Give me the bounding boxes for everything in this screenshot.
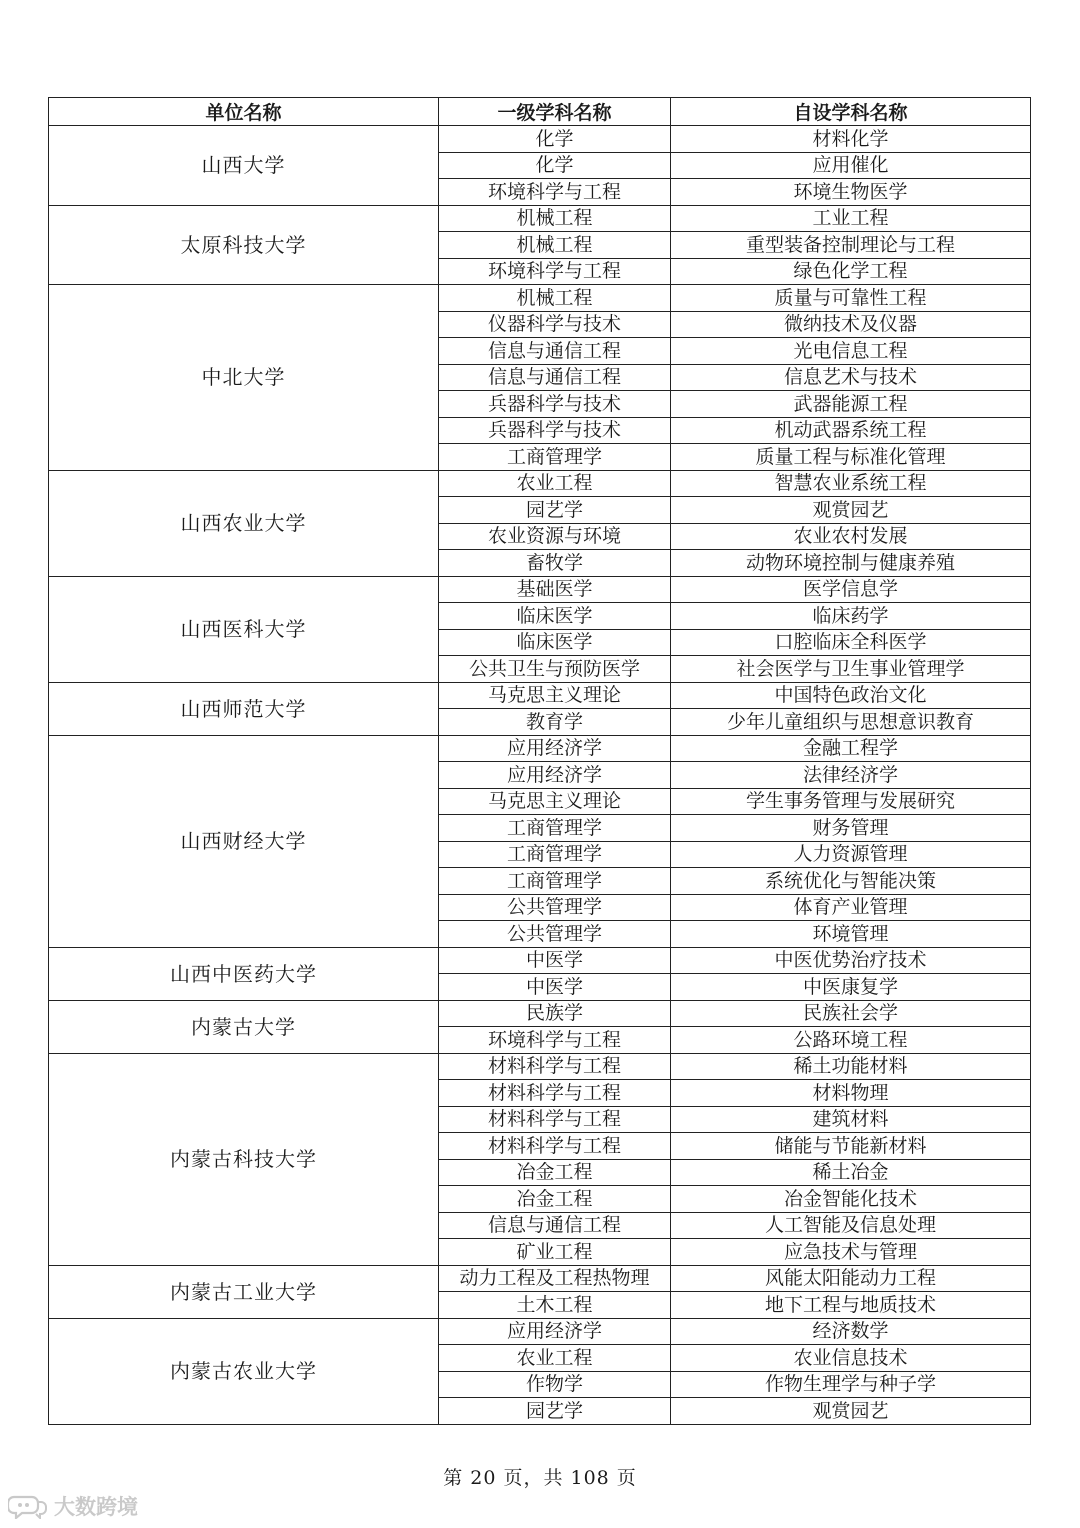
primary-discipline-cell: 应用经济学 — [439, 762, 671, 789]
primary-discipline-cell: 工商管理学 — [439, 868, 671, 895]
custom-discipline-cell: 质量工程与标准化管理 — [671, 444, 1031, 471]
primary-discipline-cell: 冶金工程 — [439, 1159, 671, 1186]
primary-discipline-cell: 信息与通信工程 — [439, 1212, 671, 1239]
unit-name-cell: 山西中医药大学 — [49, 947, 439, 1000]
custom-discipline-cell: 医学信息学 — [671, 576, 1031, 603]
primary-discipline-cell: 环境科学与工程 — [439, 258, 671, 285]
primary-discipline-cell: 机械工程 — [439, 232, 671, 259]
custom-discipline-cell: 社会医学与卫生事业管理学 — [671, 656, 1031, 683]
primary-discipline-cell: 信息与通信工程 — [439, 338, 671, 365]
custom-discipline-cell: 动物环境控制与健康养殖 — [671, 550, 1031, 577]
primary-discipline-cell: 工商管理学 — [439, 841, 671, 868]
custom-discipline-cell: 机动武器系统工程 — [671, 417, 1031, 444]
custom-discipline-cell: 法律经济学 — [671, 762, 1031, 789]
custom-discipline-cell: 作物生理学与种子学 — [671, 1371, 1031, 1398]
unit-name-cell: 山西大学 — [49, 126, 439, 206]
table-row — [49, 735, 1031, 762]
unit-name-cell: 山西农业大学 — [49, 470, 439, 576]
custom-discipline-cell: 财务管理 — [671, 815, 1031, 842]
primary-discipline-cell: 民族学 — [439, 1000, 671, 1027]
unit-name-cell: 山西财经大学 — [49, 735, 439, 947]
custom-discipline-cell: 材料物理 — [671, 1080, 1031, 1107]
primary-discipline-cell: 临床医学 — [439, 603, 671, 630]
unit-name-cell: 内蒙古农业大学 — [49, 1318, 439, 1424]
custom-discipline-cell: 经济数学 — [671, 1318, 1031, 1345]
primary-discipline-cell: 公共管理学 — [439, 921, 671, 948]
custom-discipline-cell: 建筑材料 — [671, 1106, 1031, 1133]
primary-discipline-cell: 工商管理学 — [439, 815, 671, 842]
primary-discipline-cell: 农业资源与环境 — [439, 523, 671, 550]
page-number: 第 20 页，共 108 页 — [443, 1467, 637, 1489]
primary-discipline-cell: 冶金工程 — [439, 1186, 671, 1213]
custom-discipline-cell: 中医优势治疗技术 — [671, 947, 1031, 974]
custom-discipline-cell: 微纳技术及仪器 — [671, 311, 1031, 338]
unit-name-cell: 内蒙古工业大学 — [49, 1265, 439, 1318]
unit-name-cell: 中北大学 — [49, 285, 439, 471]
custom-discipline-cell: 农业信息技术 — [671, 1345, 1031, 1372]
custom-discipline-cell: 少年儿童组织与思想意识教育 — [671, 709, 1031, 736]
primary-discipline-cell: 农业工程 — [439, 1345, 671, 1372]
unit-name-cell: 山西师范大学 — [49, 682, 439, 735]
primary-discipline-cell: 兵器科学与技术 — [439, 391, 671, 418]
primary-discipline-cell: 中医学 — [439, 947, 671, 974]
custom-discipline-cell: 系统优化与智能决策 — [671, 868, 1031, 895]
custom-discipline-cell: 稀土功能材料 — [671, 1053, 1031, 1080]
primary-discipline-cell: 材料科学与工程 — [439, 1053, 671, 1080]
primary-discipline-cell: 仪器科学与技术 — [439, 311, 671, 338]
primary-discipline-cell: 矿业工程 — [439, 1239, 671, 1266]
custom-discipline-cell: 储能与节能新材料 — [671, 1133, 1031, 1160]
header-custom-discipline: 自设学科名称 — [671, 98, 1031, 126]
table-row — [49, 947, 1031, 974]
custom-discipline-cell: 环境生物医学 — [671, 179, 1031, 206]
primary-discipline-cell: 中医学 — [439, 974, 671, 1001]
primary-discipline-cell: 临床医学 — [439, 629, 671, 656]
primary-discipline-cell: 兵器科学与技术 — [439, 417, 671, 444]
primary-discipline-cell: 园艺学 — [439, 497, 671, 524]
custom-discipline-cell: 智慧农业系统工程 — [671, 470, 1031, 497]
bubble-logo-icon — [8, 1493, 48, 1519]
custom-discipline-cell: 农业农村发展 — [671, 523, 1031, 550]
custom-discipline-cell: 稀土冶金 — [671, 1159, 1031, 1186]
primary-discipline-cell: 应用经济学 — [439, 1318, 671, 1345]
primary-discipline-cell: 材料科学与工程 — [439, 1133, 671, 1160]
primary-discipline-cell: 动力工程及工程热物理 — [439, 1265, 671, 1292]
primary-discipline-cell: 材料科学与工程 — [439, 1080, 671, 1107]
custom-discipline-cell: 应急技术与管理 — [671, 1239, 1031, 1266]
custom-discipline-cell: 材料化学 — [671, 126, 1031, 153]
primary-discipline-cell: 教育学 — [439, 709, 671, 736]
unit-name-cell: 太原科技大学 — [49, 205, 439, 285]
custom-discipline-cell: 光电信息工程 — [671, 338, 1031, 365]
custom-discipline-cell: 地下工程与地质技术 — [671, 1292, 1031, 1319]
primary-discipline-cell: 畜牧学 — [439, 550, 671, 577]
custom-discipline-cell: 应用催化 — [671, 152, 1031, 179]
custom-discipline-cell: 武器能源工程 — [671, 391, 1031, 418]
custom-discipline-cell: 质量与可靠性工程 — [671, 285, 1031, 312]
primary-discipline-cell: 马克思主义理论 — [439, 788, 671, 815]
discipline-table — [48, 97, 1031, 1425]
primary-discipline-cell: 基础医学 — [439, 576, 671, 603]
primary-discipline-cell: 机械工程 — [439, 205, 671, 232]
custom-discipline-cell: 冶金智能化技术 — [671, 1186, 1031, 1213]
primary-discipline-cell: 信息与通信工程 — [439, 364, 671, 391]
table-row — [49, 285, 1031, 312]
watermark-text: 大数跨境 — [54, 1495, 138, 1519]
primary-discipline-cell: 应用经济学 — [439, 735, 671, 762]
table-row — [49, 1000, 1031, 1027]
custom-discipline-cell: 观赏园艺 — [671, 497, 1031, 524]
custom-discipline-cell: 人工智能及信息处理 — [671, 1212, 1031, 1239]
custom-discipline-cell: 公路环境工程 — [671, 1027, 1031, 1054]
custom-discipline-cell: 金融工程学 — [671, 735, 1031, 762]
custom-discipline-cell: 观赏园艺 — [671, 1398, 1031, 1425]
custom-discipline-cell: 重型装备控制理论与工程 — [671, 232, 1031, 259]
custom-discipline-cell: 口腔临床全科医学 — [671, 629, 1031, 656]
unit-name-cell: 内蒙古科技大学 — [49, 1053, 439, 1265]
custom-discipline-cell: 人力资源管理 — [671, 841, 1031, 868]
primary-discipline-cell: 土木工程 — [439, 1292, 671, 1319]
custom-discipline-cell: 体育产业管理 — [671, 894, 1031, 921]
primary-discipline-cell: 环境科学与工程 — [439, 179, 671, 206]
unit-name-cell: 内蒙古大学 — [49, 1000, 439, 1053]
table-row — [49, 1265, 1031, 1292]
primary-discipline-cell: 公共管理学 — [439, 894, 671, 921]
primary-discipline-cell: 公共卫生与预防医学 — [439, 656, 671, 683]
table-row — [49, 682, 1031, 709]
primary-discipline-cell: 机械工程 — [439, 285, 671, 312]
table-row — [49, 470, 1031, 497]
table-row — [49, 1318, 1031, 1345]
primary-discipline-cell: 作物学 — [439, 1371, 671, 1398]
primary-discipline-cell: 环境科学与工程 — [439, 1027, 671, 1054]
watermark — [8, 1491, 138, 1521]
unit-name-cell: 山西医科大学 — [49, 576, 439, 682]
custom-discipline-cell: 中国特色政治文化 — [671, 682, 1031, 709]
primary-discipline-cell: 材料科学与工程 — [439, 1106, 671, 1133]
custom-discipline-cell: 中医康复学 — [671, 974, 1031, 1001]
custom-discipline-cell: 民族社会学 — [671, 1000, 1031, 1027]
table-header-row — [49, 98, 1031, 126]
primary-discipline-cell: 化学 — [439, 126, 671, 153]
table-row — [49, 205, 1031, 232]
custom-discipline-cell: 环境管理 — [671, 921, 1031, 948]
primary-discipline-cell: 工商管理学 — [439, 444, 671, 471]
custom-discipline-cell: 临床药学 — [671, 603, 1031, 630]
primary-discipline-cell: 园艺学 — [439, 1398, 671, 1425]
custom-discipline-cell: 绿色化学工程 — [671, 258, 1031, 285]
custom-discipline-cell: 风能太阳能动力工程 — [671, 1265, 1031, 1292]
table-row — [49, 1053, 1031, 1080]
table-row — [49, 126, 1031, 153]
custom-discipline-cell: 学生事务管理与发展研究 — [671, 788, 1031, 815]
custom-discipline-cell: 工业工程 — [671, 205, 1031, 232]
primary-discipline-cell: 农业工程 — [439, 470, 671, 497]
primary-discipline-cell: 化学 — [439, 152, 671, 179]
custom-discipline-cell: 信息艺术与技术 — [671, 364, 1031, 391]
header-primary-discipline: 一级学科名称 — [439, 98, 671, 126]
primary-discipline-cell: 马克思主义理论 — [439, 682, 671, 709]
header-unit-name: 单位名称 — [49, 98, 439, 126]
table-row — [49, 576, 1031, 603]
